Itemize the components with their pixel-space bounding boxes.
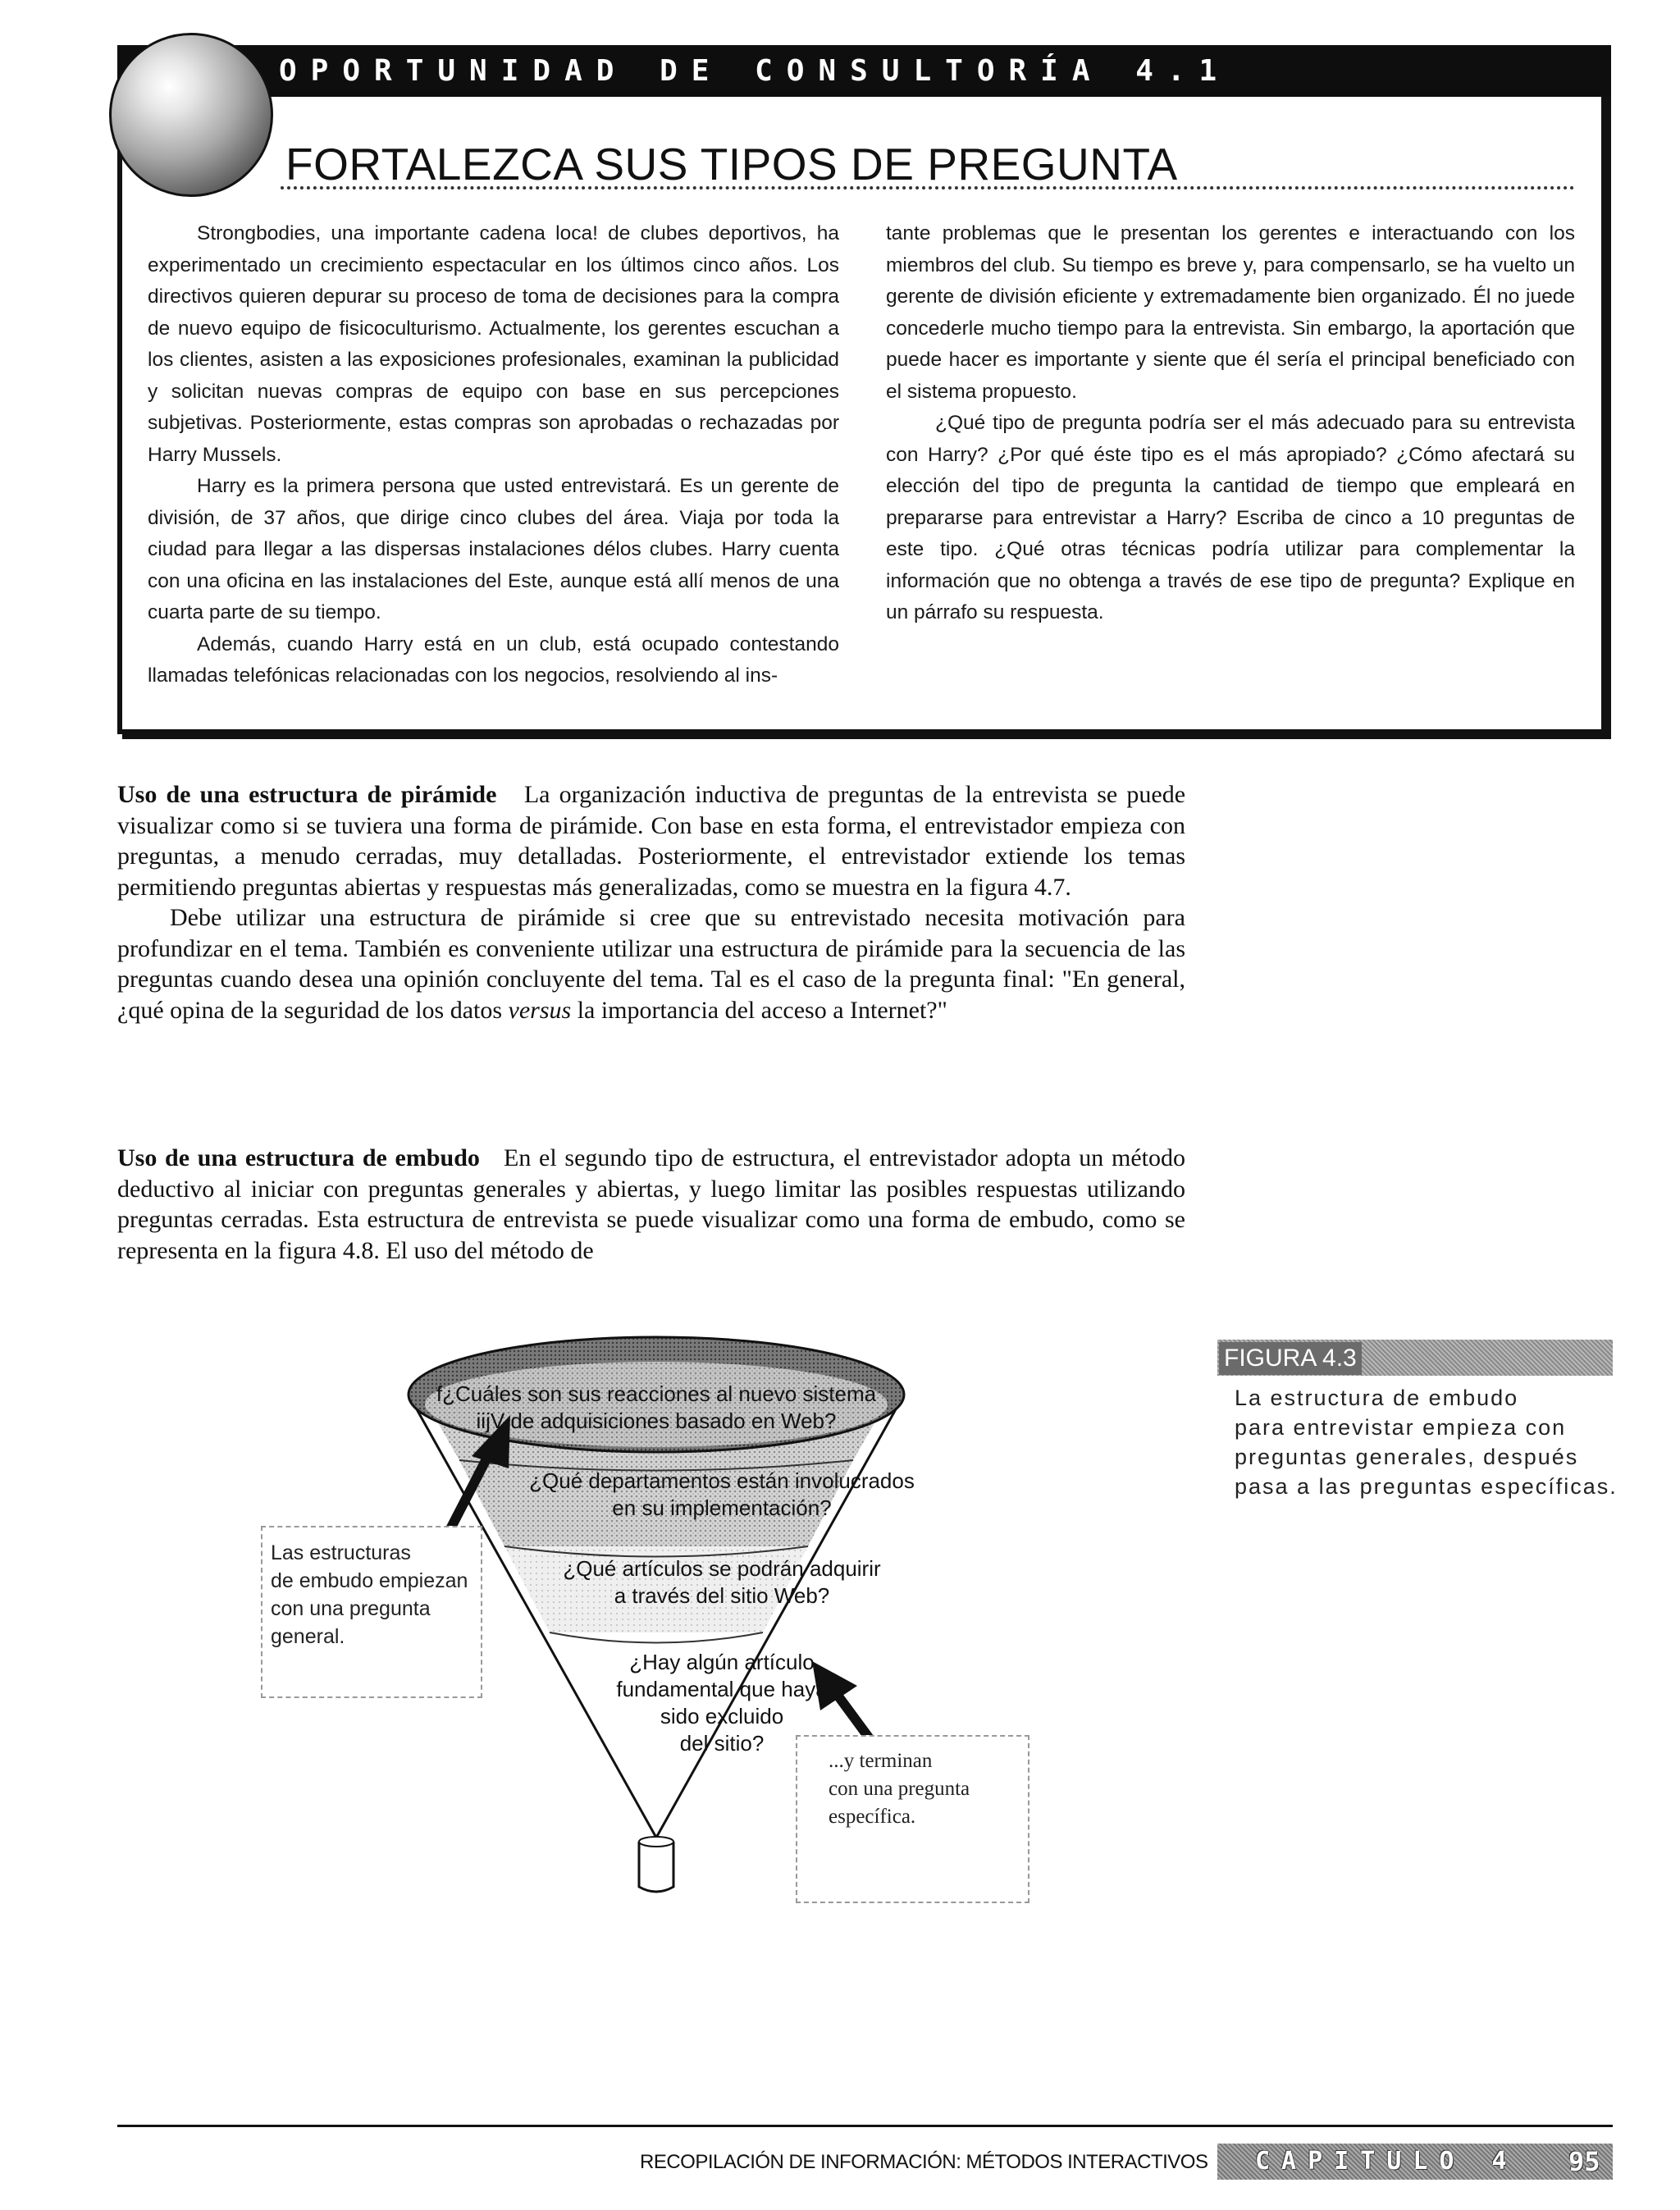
funnel-question-2: [509, 1468, 935, 1522]
funnel-question-line: ¿Hay algún artículo: [629, 1650, 815, 1674]
caption-line: preguntas generales, después: [1235, 1445, 1579, 1469]
note-funnel-end-text: [829, 1747, 1017, 1831]
consulting-paragraph: Strongbodies, una importante cadena loca! de clubes deportivos, ha experimentado un crecimiento espectacular en los últimos cinco años. Los directivos quieren depurar su proceso de toma de decisiones para la compra de nuevo equipo de fisicoculturismo. Actualmente, los gerentes escuchan a los clientes, asisten a las exposiciones profesionales, examinan la publicidad y solicitan nuevas compras de equipo con base en sus percepciones subjetivas. Posteriormente, estas compras son aprobadas o rechazadas por Harry Mussels.: [148, 222, 839, 466]
note-line: general.: [271, 1625, 345, 1648]
note-line: de embudo empiezan: [271, 1569, 468, 1592]
consulting-paragraph: ¿Qué tipo de pregunta podría ser el más adecuado para su entrevista con Harry? ¿Por qué éste tipo es el más apropiado? ¿Cómo afectará su elección del tipo de pregunta la cantidad de tiempo que empleará en prepararse para entrevistar a Harry? Escriba de cinco a 10 preguntas de este tipo. ¿Qué otras técnicas podría utilizar para complementar la información que no obtenga a través de ese tipo de pregunta? Explique en un párrafo su respuesta.: [886, 412, 1575, 623]
pyramid-text-1: La organización inductiva de preguntas de la entrevista se puede visualizar como si se tuviera una forma de pirámide. Con base en esta forma, el entrevistador empieza con preguntas, a menudo cerradas, muy detalladas. Posteriormente, el entrevistador extiende los temas permitiendo preguntas abiertas y respuestas más generalizadas, como se muestra en la figura 4.7.: [117, 781, 1186, 901]
funnel-question-3: [533, 1555, 911, 1610]
section-funnel: [117, 1143, 1185, 1266]
consulting-paragraph: Además, cuando Harry está en un club, está ocupado contestando llamadas telefónicas relacionadas con los negocios, resolviendo al ins-: [148, 632, 839, 687]
funnel-spout: [639, 1842, 673, 1892]
consulting-title: FORTALEZCA SUS TIPOS DE PREGUNTA: [285, 139, 1178, 189]
sphere-icon: [109, 33, 273, 197]
funnel-question-line: en su implementación?: [612, 1495, 832, 1520]
funnel-heading: Uso de una estructura de embudo: [117, 1144, 480, 1171]
consulting-paragraph: Harry es la primera persona que usted entrevistará. Es un gerente de división, de 37 años, que dirige cinco clubes del área. Viaja por toda la ciudad para llegar a las dispersas instalaciones délos clubes. Harry cuenta con una oficina en las instalaciones del Este, aunque está allí menos de una cuarta parte de su tiempo.: [148, 475, 839, 623]
pyramid-heading: Uso de una estructura de pirámide: [117, 781, 497, 808]
funnel-question-line: a través del sitio Web?: [614, 1583, 830, 1608]
footer-rule: [117, 2125, 1613, 2127]
consulting-text-left: [148, 218, 839, 692]
funnel-question-line: ¿Qué artículos se podrán adquirir: [563, 1556, 881, 1581]
funnel-text-1: En el segundo tipo de estructura, el entrevistador adopta un método deductivo al iniciar con preguntas generales y abiertas, y luego limitar las posibles respuestas utilizando preguntas cerradas. Esta estructura de entrevista se puede visualizar como una forma de embudo, como se representa en la figura 4.8. El uso del método de: [117, 1144, 1186, 1264]
title-dotted-rule: [281, 186, 1575, 189]
pyramid-text-2a: Debe utilizar una estructura de pirámide si cree que su entrevistado necesita motivación para profundizar en el tema. También es conveniente utilizar una estructura de pirámide para la secuencia de las preguntas cuando desea una opinión concluyente del tema. Tal es el caso de la pregunta final: "En general, ¿qué opina de la seguridad de los datos: [117, 904, 1185, 1024]
funnel-question-line: del sitio?: [679, 1731, 765, 1756]
note-line: Las estructuras: [271, 1541, 411, 1564]
running-head: RECOPILACIÓN DE INFORMACIÓN: MÉTODOS INTERACTIVOS: [640, 2151, 1208, 2173]
note-line: con una pregunta: [829, 1778, 970, 1800]
funnel-spout-top: [639, 1837, 673, 1847]
funnel-paragraph-1: [117, 1143, 1185, 1266]
consulting-label: OPORTUNIDAD DE CONSULTORÍA 4.1: [279, 54, 1231, 88]
funnel-question-line: fundamental que haya: [616, 1677, 828, 1701]
caption-line: para entrevistar empieza con: [1235, 1415, 1567, 1440]
section-pyramid: [117, 779, 1185, 1025]
page-number: 95: [1568, 2146, 1600, 2177]
figure-label: FIGURA 4.3: [1219, 1342, 1362, 1375]
funnel-question-line: iijV de adquisiciones basado en Web?: [476, 1409, 837, 1433]
note-line: específica.: [829, 1806, 916, 1828]
consulting-paragraph: tante problemas que le presentan los gerentes e interactuando con los miembros del club. Su tiempo es breve y, para compensarlo, se ha vuelto un gerente de división eficiente y extremadamente bien organizado. Él no juede concederle mucho tiempo para la entrevista. Sin embargo, la aportación que puede hacer es importante y siente que él sería el principal beneficiado con el sistema propuesto.: [886, 222, 1575, 403]
pyramid-paragraph-1: [117, 779, 1185, 902]
figure-caption: [1235, 1383, 1618, 1501]
caption-line: pasa a las preguntas específicas.: [1235, 1474, 1618, 1499]
note-funnel-start-text: [271, 1539, 484, 1651]
caption-line: La estructura de embudo: [1235, 1386, 1519, 1410]
consulting-text-right: [886, 218, 1575, 629]
note-line: con una pregunta: [271, 1597, 431, 1620]
pyramid-paragraph-2: [117, 902, 1185, 1025]
funnel-question-line: ¿Qué departamentos están involucrados: [529, 1468, 915, 1493]
funnel-question-1: [427, 1381, 886, 1435]
funnel-question-line: sido excluido: [660, 1704, 784, 1728]
pyramid-text-2-italic: versus: [508, 996, 572, 1024]
chapter-label: CAPITULO 4: [1255, 2147, 1518, 2176]
funnel-question-line: f¿Cuáles son sus reacciones al nuevo sistema: [436, 1381, 877, 1406]
note-line: ...y terminan: [829, 1750, 933, 1772]
pyramid-text-2b: la importancia del acceso a Internet?": [571, 996, 947, 1024]
